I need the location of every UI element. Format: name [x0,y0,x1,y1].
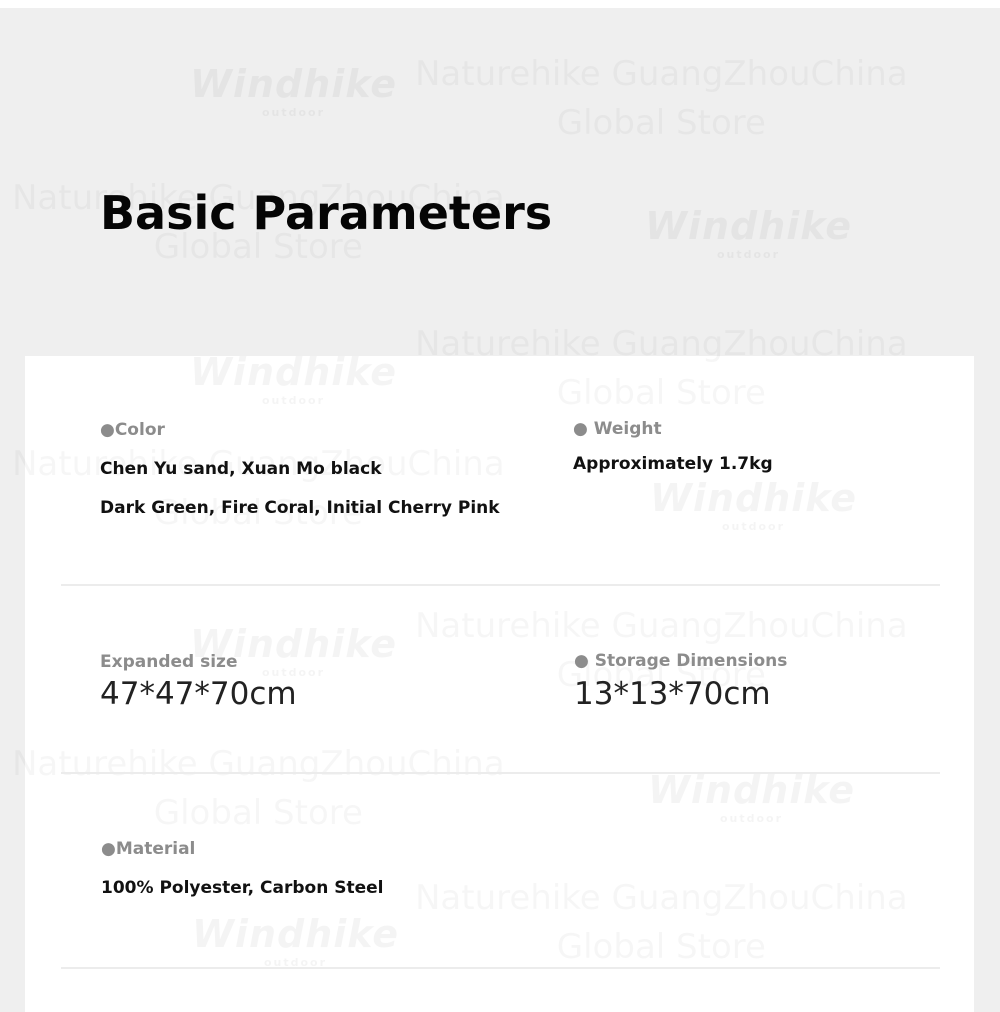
color-value-line2: Dark Green, Fire Coral, Initial Cherry Pink [100,498,500,518]
weight-label: ● Weight [573,419,662,439]
color-value-line1: Chen Yu sand, Xuan Mo black [100,459,382,479]
divider [61,584,940,586]
material-value: 100% Polyester, Carbon Steel [101,878,384,898]
storage-dimensions-label: ● Storage Dimensions [574,651,788,671]
page-title: Basic Parameters [100,186,553,240]
expanded-size-value: 47*47*70cm [100,676,297,712]
divider [61,967,940,969]
material-label: ●Material [101,839,196,859]
color-label: ●Color [100,420,165,440]
divider [61,772,940,774]
storage-dimensions-value: 13*13*70cm [574,676,771,712]
expanded-size-label: Expanded size [100,652,238,672]
weight-value: Approximately 1.7kg [573,454,773,474]
